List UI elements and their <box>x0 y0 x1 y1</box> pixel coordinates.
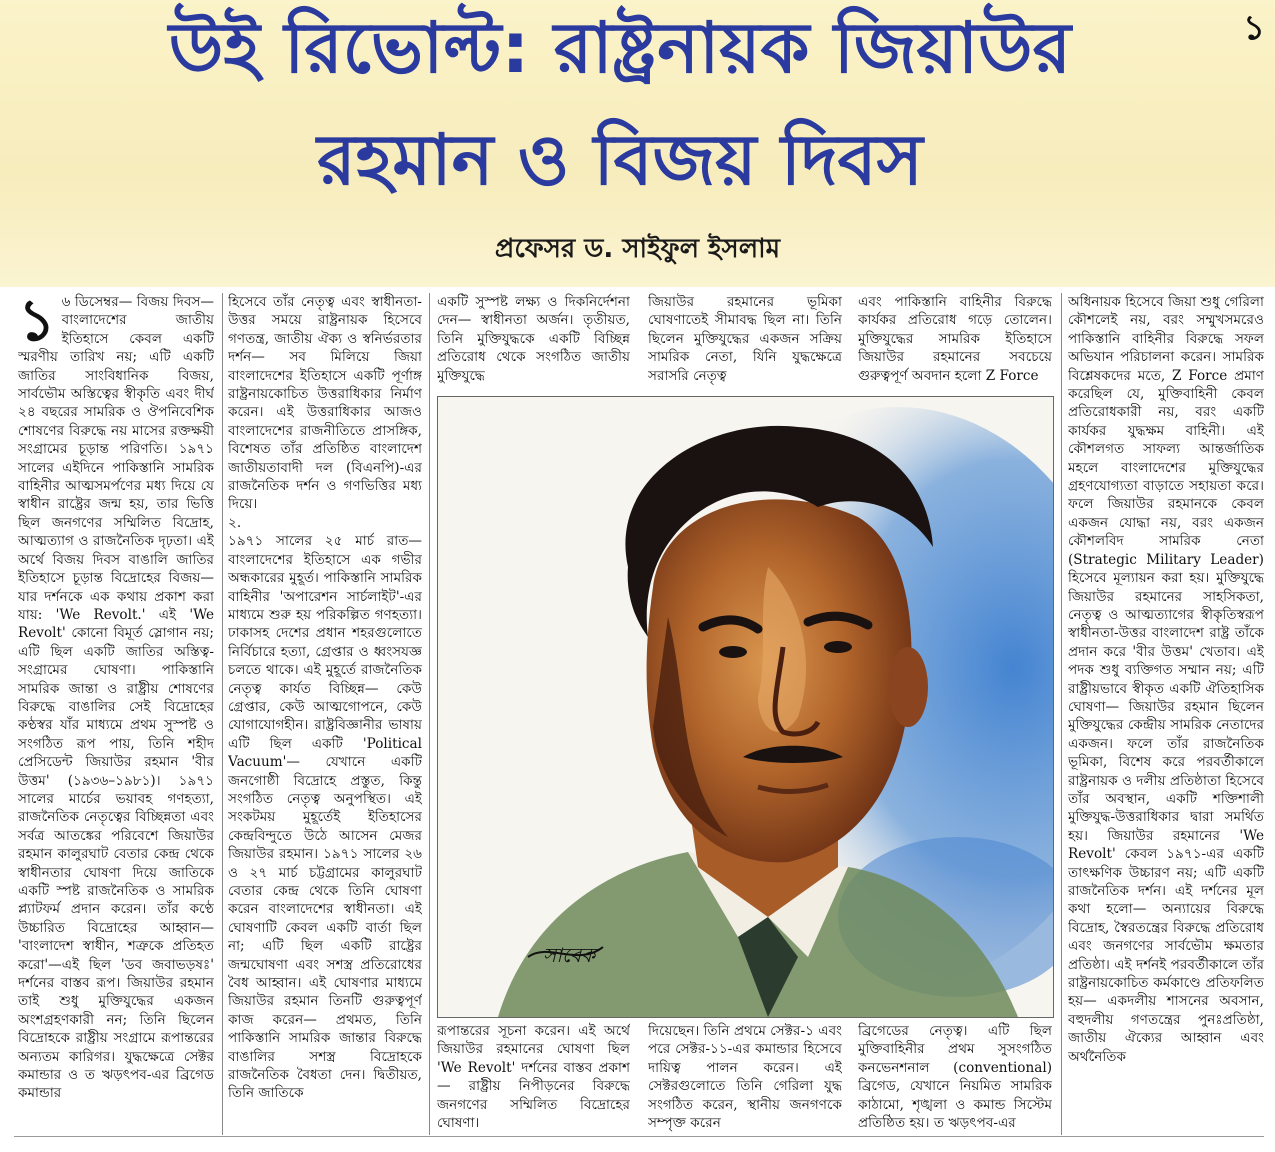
headline-line-2: রহমান ও বিজয় দিবস <box>317 119 923 201</box>
artist-signature: সাবেক <box>543 943 596 967</box>
column-5-bottom-text: ব্রিগেডের নেতৃত্ব। এটি ছিল মুক্তিবাহিনীর প্রথম সুসংগঠিত কনভেনশনাল (conventional) ব্রিগেড, যেখানে নিয়মিত সামরিক কাঠামো, শৃঙ্খলা ও কমান্ড সিস্টেম প্রতিষ্ঠিত হয়। ত ঋড়ৎপব-এর <box>858 1023 1052 1132</box>
column-2-para-1: হিসেবে তাঁর নেতৃত্ব এবং স্বাধীনতা-উত্তর সময়ে রাষ্ট্রনায়ক হিসেবে গণতন্ত্র, জাতীয় ঐক্য ও স্বনির্ভরতার দর্শন— সব মিলিয়ে জিয়া বাংলাদেশের ইতিহাসে একটি পূর্ণাঙ্গ রাষ্ট্রনায়কোচিত উত্তরাধিকার নির্মাণ করেন। এই উত্তরাধিকার আজও বাংলাদেশের রাজনীতিতে প্রাসঙ্গিক, বিশেষত তাঁর প্রতিষ্ঠিত বাংলাদেশ জাতীয়তাবাদী দল (বিএনপি)-এর রাজনৈতিক দর্শন ও গণভিত্তির মধ্য দিয়ে। <box>228 294 422 513</box>
watercolor-portrait-image <box>438 397 1053 1017</box>
headline-line-1: উই রিভোল্ট: রাষ্ট্রনায়ক জিয়াউর <box>168 7 1072 89</box>
column-2-para-2: ১৯৭১ সালের ২৫ মার্চ রাত— বাংলাদেশের ইতিহাসে এক গভীর অন্ধকারের মুহূর্ত। পাকিস্তানি সামরিক বাহিনীর 'অপারেশন সার্চলাইট'-এর মাধ্যমে শুরু হয় পরিকল্পিত গণহত্যা। ঢাকাসহ দেশের প্রধান শহরগুলোতে নির্বিচারে হত্যা, গ্রেপ্তার ও ধ্বংসযজ্ঞ চলতে থাকে। এই মুহূর্তে রাজনৈতিক নেতৃত্ব কার্যত বিচ্ছিন্ন— কেউ গ্রেপ্তার, কেউ আত্মগোপনে, কেউ যোগাযোগহীন। রাষ্ট্রবিজ্ঞানীর ভাষায় এটি ছিল একটি 'Political Vacuum'— যেখানে একটি জনগোষ্ঠী বিদ্রোহে প্রস্তুত, কিন্তু সংগঠিত নেতৃত্ব অনুপস্থিত। এই সংকটময় মুহূর্তেই ইতিহাসের কেন্দ্রবিন্দুতে উঠে আসেন মেজর জিয়াউর রহমান। ১৯৭১ সালের ২৬ ও ২৭ মার্চ চট্টগ্রামের কালুরঘাট বেতার কেন্দ্র থেকে তিনি ঘোষণা করেন বাংলাদেশের স্বাধীনতা। এই ঘোষণাটি কেবল একটি বার্তা ছিল না; এটি ছিল একটি রাষ্ট্রের জন্মঘোষণা এবং সশস্ত্র প্রতিরোধের বৈধ আহ্বান। এই ঘোষণার মাধ্যমে জিয়াউর রহমান তিনটি গুরুত্বপূর্ণ কাজ করেন— প্রথমত, তিনি পাকিস্তানি সামরিক জান্তার বিরুদ্ধে বাঙালির সশস্ত্র বিদ্রোহকে রাজনৈতিক বৈধতা দেন। দ্বিতীয়ত, তিনি জাতিকে <box>228 533 422 1102</box>
article-column-6 <box>1068 293 1264 1135</box>
article-column-5-bottom <box>858 1022 1052 1134</box>
article-column-4-top <box>648 293 842 389</box>
section-number: ২. <box>228 514 242 531</box>
bottom-rule <box>14 1136 1264 1137</box>
column-5-top-text: এবং পাকিস্তানি বাহিনীর বিরুদ্ধে কার্যকর প্রতিরোধ গড়ে তোলেন। মুক্তিযুদ্ধের সামরিক ইতিহাসে জিয়াউর রহমানের সবচেয়ে গুরুত্বপূর্ণ অবদান হলো Z Force <box>858 294 1052 384</box>
article-column-3-top <box>437 293 630 389</box>
article-column-5-top <box>858 293 1052 389</box>
column-3-top-text: একটি সুস্পষ্ট লক্ষ্য ও দিকনির্দেশনা দেন— স্বাধীনতা অর্জন। তৃতীয়ত, তিনি মুক্তিযুদ্ধকে একটি বিচ্ছিন্ন প্রতিরোধ থেকে সংগঠিত জাতীয় মুক্তিযুদ্ধে <box>437 294 630 384</box>
article-column-2 <box>228 293 422 1135</box>
page-number: ১ <box>1242 8 1265 48</box>
column-6-text: অধিনায়ক হিসেবে জিয়া শুধু গেরিলা কৌশলেই নয়, বরং সম্মুখসমরেও পাকিস্তানি বাহিনীর বিরুদ্ধে সফল অভিযান পরিচালনা করেন। সামরিক বিশ্লেষকদের মতে, Z Force প্রমাণ করেছিল যে, মুক্তিবাহিনী কেবল প্রতিরোধকারী নয়, বরং একটি কার্যকর যুদ্ধক্ষম বাহিনী। এই কৌশলগত সাফল্য আন্তর্জাতিক মহলে বাংলাদেশের মুক্তিযুদ্ধের গ্রহণযোগ্যতা বাড়াতে সহায়তা করে। ফলে জিয়াউর রহমানকে কেবল একজন যোদ্ধা নয়, বরং একজন কৌশলবিদ সামরিক নেতা (Strategic Military Leader) হিসেবে মূল্যায়ন করা হয়। মুক্তিযুদ্ধে জিয়াউর রহমানের সাহসিকতা, নেতৃত্ব ও আত্মত্যাগের স্বীকৃতিস্বরূপ স্বাধীনতা-উত্তর বাংলাদেশ রাষ্ট্র তাঁকে প্রদান করে 'বীর উত্তম' খেতাব। এই পদক শুধু ব্যক্তিগত সম্মান নয়; এটি রাষ্ট্রীয়ভাবে স্বীকৃত একটি ঐতিহাসিক ঘোষণা— জিয়াউর রহমান ছিলেন মুক্তিযুদ্ধের কেন্দ্রীয় সামরিক নেতাদের একজন। ফলে তাঁর রাজনৈতিক ভূমিকা, বিশেষ করে পরবর্তীকালে রাষ্ট্রনায়ক ও দলীয় প্রতিষ্ঠাতা হিসেবে তাঁর অবস্থান, একটি শক্তিশালী মুক্তিযুদ্ধ-উত্তরাধিকার দ্বারা সমর্থিত হয়। জিয়াউর রহমানের 'We Revolt' কেবল ১৯৭১-এর একটি তাৎক্ষণিক উচ্চারণ নয়; এটি একটি রাজনৈতিক দর্শন। এই দর্শনের মূল কথা হলো— অন্যায়ের বিরুদ্ধে বিদ্রোহ, স্বৈরতন্ত্রের বিরুদ্ধে প্রতিরোধ এবং জনগণের সার্বভৌম ক্ষমতার প্রতিষ্ঠা। এই দর্শনই পরবর্তীকালে তাঁর রাষ্ট্রনায়কোচিত কর্মকাণ্ডে প্রতিফলিত হয়— একদলীয় শাসনের অবসান, বহুদলীয় গণতন্ত্রের পুনঃপ্রতিষ্ঠা, জাতীয় ঐক্যের আহ্বান এবং অর্থনৈতিক <box>1068 294 1264 1065</box>
column-divider <box>1061 293 1062 1135</box>
author-byline: প্রফেসর ড. সাইফুল ইসলাম <box>494 234 781 264</box>
column-4-top-text: জিয়াউর রহমানের ভূমিকা ঘোষণাতেই সীমাবদ্ধ ছিল না। তিনি ছিলেন মুক্তিযুদ্ধের একজন সক্রিয় সামরিক নেতা, যিনি যুদ্ধক্ষেত্রে সরাসরি নেতৃত্ব <box>648 294 842 384</box>
column-4-bottom-text: দিয়েছেন। তিনি প্রথমে সেক্টর-১ এবং পরে সেক্টর-১১-এর কমান্ডার হিসেবে দায়িত্ব পালন করেন। এই সেক্টরগুলোতে তিনি গেরিলা যুদ্ধ সংগঠিত করেন, স্থানীয় জনগণকে সম্পৃক্ত করেন <box>648 1023 842 1132</box>
column-divider <box>222 293 223 1135</box>
drop-cap: ১ <box>18 293 56 354</box>
portrait-illustration <box>437 396 1054 1018</box>
article-column-1 <box>18 293 214 1135</box>
article-column-3-bottom <box>437 1022 630 1134</box>
article-column-4-bottom <box>648 1022 842 1134</box>
column-3-bottom-text: রূপান্তরের সূচনা করেন। এই অর্থে জিয়াউর রহমানের ঘোষণা ছিল 'We Revolt' দর্শনের বাস্তব প্রকাশ— রাষ্ট্রীয় নিপীড়নের বিরুদ্ধে জনগণের সম্মিলিত বিদ্রোহের ঘোষণা। <box>437 1023 630 1132</box>
column-1-text: ৬ ডিসেম্বর— বিজয় দিবস— বাংলাদেশের জাতীয় ইতিহাসে কেবল একটি স্মরণীয় তারিখ নয়; এটি একটি জাতির সাংবিধানিক বিজয়, সার্বভৌম অস্তিত্বের স্বীকৃতি এবং দীর্ঘ ২৪ বছরের সামরিক ও ঔপনিবেশিক শোষণের বিরুদ্ধে নয় মাসের রক্তক্ষয়ী সংগ্রামের চূড়ান্ত পরিণতি। ১৯৭১ সালের এইদিনে পাকিস্তানি সামরিক বাহিনীর আত্মসমর্পণের মধ্য দিয়ে যে স্বাধীন রাষ্ট্রের জন্ম হয়, তার ভিত্তি ছিল জনগণের সম্মিলিত বিদ্রোহ, আত্মত্যাগ ও রাজনৈতিক দৃঢ়তা। এই অর্থে বিজয় দিবস বাঙালি জাতির ইতিহাসে চূড়ান্ত বিদ্রোহের বিজয়— যার দর্শনকে এক কথায় প্রকাশ করা যায়: 'We Revolt.' এই 'We Revolt' কোনো বিমূর্ত স্লোগান নয়; এটি ছিল একটি জাতির অস্তিত্ব-সংগ্রামের ঘোষণা। পাকিস্তানি সামরিক জান্তা ও রাষ্ট্রীয় শোষণের বিরুদ্ধে বাঙালির সেই বিদ্রোহের কণ্ঠস্বর যাঁর মাধ্যমে প্রথম সুস্পষ্ট ও সংগঠিত রূপ পায়, তিনি শহীদ প্রেসিডেন্ট জিয়াউর রহমান 'বীর উত্তম' (১৯৩৬–১৯৮১)। ১৯৭১ সালের মার্চের ভয়াবহ গণহত্যা, রাজনৈতিক নেতৃত্বের বিচ্ছিন্নতা এবং সর্বত্র আতঙ্কের পরিবেশে জিয়াউর রহমান কালুরঘাট বেতার কেন্দ্র থেকে স্বাধীনতার ঘোষণা দিয়ে জাতিকে একটি স্পষ্ট রাজনৈতিক ও সামরিক প্ল্যাটফর্ম প্রদান করেন। তাঁর কণ্ঠে উচ্চারিত বিদ্রোহের আহ্বান— 'বাংলাদেশ স্বাধীন, শত্রুকে প্রতিহত করো'—এই ছিল 'ডব জবাভড়ষঃ' দর্শনের বাস্তব রূপ। জিয়াউর রহমান তাই শুধু মুক্তিযুদ্ধের একজন অংশগ্রহণকারী নন; তিনি ছিলেন বিদ্রোহকে রাষ্ট্রীয় সংগ্রামে রূপান্তরের অন্যতম কারিগর। যুদ্ধক্ষেত্রে সেক্টর কমান্ডার ও ত ঋড়ৎপব-এর ব্রিগেড কমান্ডার <box>18 294 214 1102</box>
masthead-banner <box>0 0 1275 287</box>
column-divider <box>429 293 430 1135</box>
